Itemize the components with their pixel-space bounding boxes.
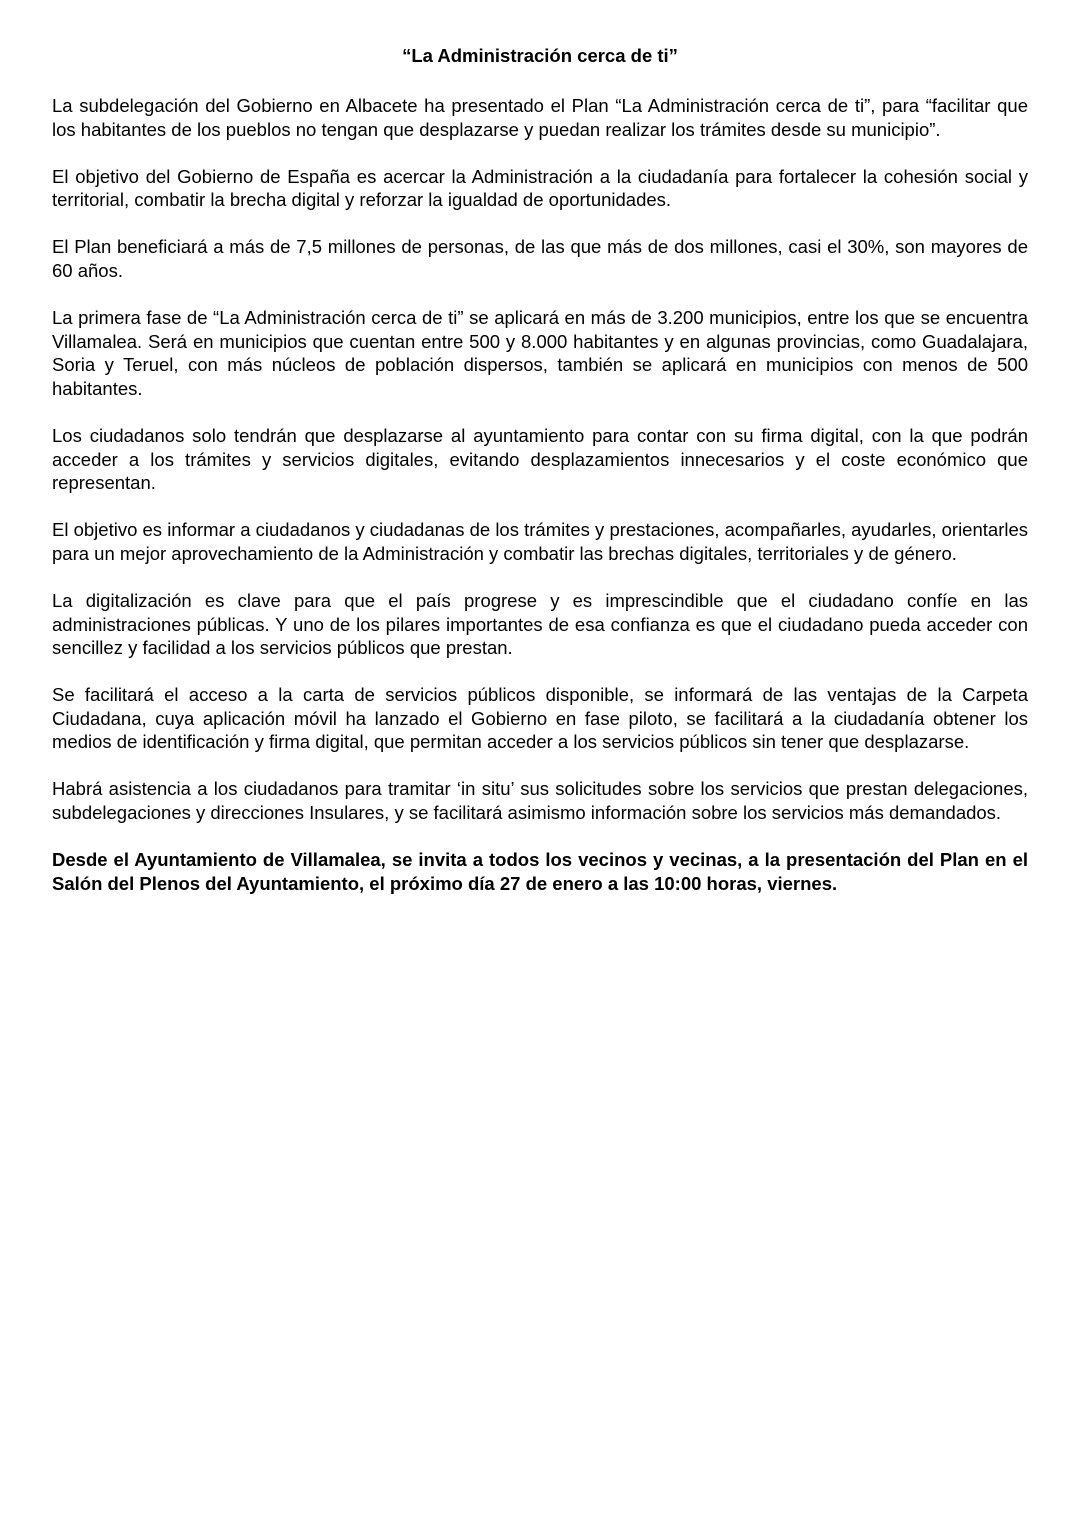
paragraph-inform-citizens: El objetivo es informar a ciudadanos y ciudadanas de los trámites y prestaciones, acompañarles, ayudarles, orientarles para un mejor aprovechamiento de la Administración y combatir las brechas digitales, territoriales y de género. bbox=[52, 519, 1028, 564]
paragraph-government-objective: El objetivo del Gobierno de España es acercar la Administración a la ciudadanía para fortalecer la cohesión social y territorial, combatir la brecha digital y reforzar la igualdad de oportunidades. bbox=[52, 165, 1028, 211]
paragraph-public-services-access: Se facilitará el acceso a la carta de servicios públicos disponible, se informará de las ventajas de la Carpeta Ciudadana, cuya aplicación móvil ha lanzado el Gobierno en fase piloto, se facilitará a la ciudadanía obtener los medios de identificación y firma digital, que permitan acceder a los servicios públicos sin tener que desplazarse. bbox=[52, 684, 1028, 753]
paragraph-digital-signature: Los ciudadanos solo tendrán que desplazarse al ayuntamiento para contar con su firma digital, con la que podrán acceder a los trámites y servicios digitales, evitando desplazamientos innecesarios y el coste económico que representan. bbox=[52, 424, 1028, 494]
paragraph-digitalization: La digitalización es clave para que el país progrese y es imprescindible que el ciudadano confíe en las administraciones públicas. Y uno de los pilares importantes de esa confianza es que el ciudadano pueda acceder con sencillez y facilidad a los servicios públicos que prestan. bbox=[52, 589, 1028, 659]
document-title: “La Administración cerca de ti” bbox=[402, 45, 678, 66]
closing-invitation: Desde el Ayuntamiento de Villamalea, se invita a todos los vecinos y vecinas, a la presentación del Plan en el Salón del Plenos del Ayuntamiento, el próximo día 27 de enero a las 10:00 horas, viernes. bbox=[52, 849, 1028, 894]
document-body bbox=[52, 44, 1028, 919]
paragraph-beneficiaries: El Plan beneficiará a más de 7,5 millones de personas, de las que más de dos millones, casi el 30%, son mayores de 60 años. bbox=[52, 236, 1028, 281]
paragraph-first-phase: La primera fase de “La Administración cerca de ti” se aplicará en más de 3.200 municipios, entre los que se encuentra Villamalea. Será en municipios que cuentan entre 500 y 8.000 habitantes y en algunas provincias, como Guadalajara, Soria y Teruel, con más núcleos de población dispersos, también se aplicará en municipios con menos de 500 habitantes. bbox=[52, 307, 1028, 399]
paragraph-plan-presentation: La subdelegación del Gobierno en Albacete ha presentado el Plan “La Administración cerca de ti”, para “facilitar que los habitantes de los pueblos no tengan que desplazarse y puedan realizar los trámites desde su municipio”. bbox=[52, 95, 1028, 140]
paragraph-in-situ-assistance: Habrá asistencia a los ciudadanos para tramitar ‘in situ’ sus solicitudes sobre los servicios que prestan delegaciones, subdelegaciones y direcciones Insulares, y se facilitará asimismo información sobre los servicios más demandados. bbox=[52, 778, 1028, 824]
